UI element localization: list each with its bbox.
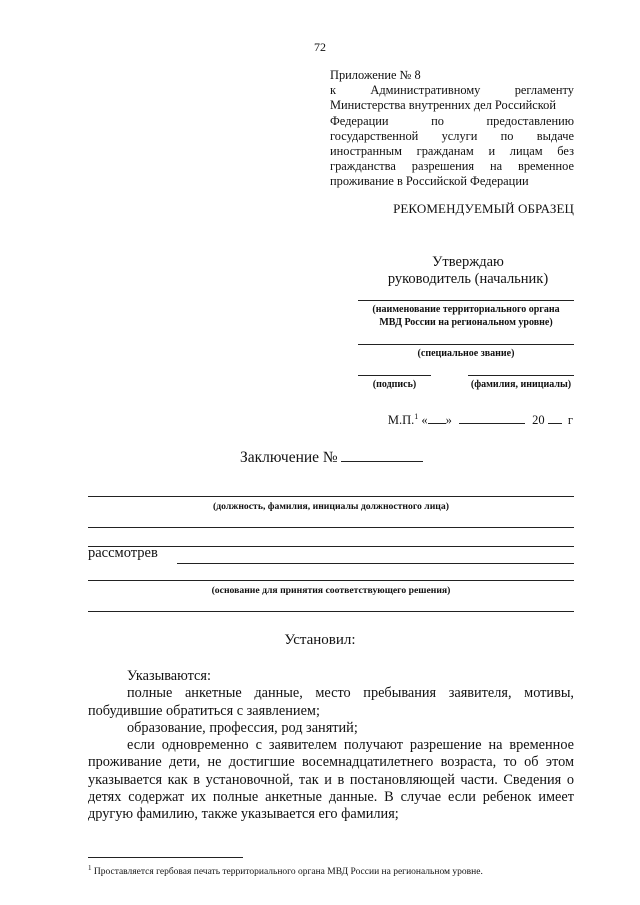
appendix-line: Федерации по предоставлению: [330, 113, 574, 128]
official-line[interactable]: [88, 496, 574, 497]
signature-line: [358, 375, 431, 376]
signature-caption: (подпись): [372, 379, 417, 390]
official-caption: (должность, фамилия, инициалы должностного лица): [213, 501, 449, 512]
appendix-line: к Административному регламенту: [330, 83, 574, 98]
fullname-caption: (фамилия, инициалы): [470, 379, 572, 390]
official-line-2[interactable]: [88, 527, 574, 528]
conclusion-number-blank[interactable]: [341, 447, 423, 462]
org-name-line: [358, 300, 574, 301]
appendix-line: Министерства внутренних дел Российской: [330, 98, 556, 113]
month-blank[interactable]: [459, 412, 525, 424]
established-heading: Установил:: [284, 632, 356, 648]
approval-title: Утверждаю: [432, 254, 504, 270]
considered-label: рассмотрев: [88, 545, 158, 561]
stamp-label: М.П.: [387, 413, 415, 428]
appendix-line: иностранным гражданам и лицам без: [330, 144, 574, 159]
stamp-date-line: М.П.$^1$ « » 20 г: [387, 412, 573, 428]
appendix-line: государственной услуги по выдаче: [330, 128, 574, 143]
footnote-divider: [88, 857, 243, 858]
recommended-sample-label: РЕКОМЕНДУЕМЫЙ ОБРАЗЕЦ: [393, 201, 574, 216]
appendix-line: Приложение № 8: [330, 68, 421, 82]
rank-caption: (специальное звание): [417, 348, 515, 359]
stamp-footnote-mark: 1: [414, 412, 419, 421]
basis-line-2[interactable]: [88, 580, 574, 581]
basis-caption: (основание для принятия соответствующего решения): [211, 585, 451, 596]
official-line-3[interactable]: [88, 546, 574, 547]
fullname-line: [468, 375, 574, 376]
page-number: 72: [314, 40, 326, 54]
year-blank[interactable]: [548, 412, 562, 424]
paragraph: образование, профессия, род занятий;: [127, 719, 358, 736]
approval-subtitle: руководитель (начальник): [387, 271, 549, 287]
day-blank[interactable]: [428, 412, 446, 424]
footnote-text: Проставляется гербовая печать территориального органа МВД России на региональном уровне.: [93, 867, 483, 878]
conclusion-title: Заключение №: [240, 447, 423, 467]
basis-line-3[interactable]: [88, 611, 574, 612]
appendix-line: гражданства разрешения на временное: [330, 159, 574, 174]
paragraph: полные анкетные данные, место пребывания заявителя, мотивы, побудившие обратиться с заявлением;: [88, 685, 574, 719]
footnote: [88, 864, 574, 877]
footnote-mark: 1: [88, 864, 92, 872]
paragraph: если одновременно с заявителем получают разрешение на временное проживание дети, не достигшие восемнадцатилетнего возраста, то об этом указывается как в установочной, так и в постановляющей части. Сведения о детях содержат их полные анкетные данные. В случае если ребенок имеет другую фамилию, также указывается его фамилия;: [88, 737, 574, 823]
appendix-line: проживание в Российской Федерации: [330, 174, 529, 189]
appendix-block: [330, 68, 574, 190]
paragraph: Указываются:: [127, 668, 211, 684]
rank-line: [358, 344, 574, 345]
basis-line[interactable]: [177, 563, 574, 564]
body-text: [88, 668, 574, 824]
org-caption: (наименование территориального органа МВД России на региональном уровне): [372, 304, 560, 328]
